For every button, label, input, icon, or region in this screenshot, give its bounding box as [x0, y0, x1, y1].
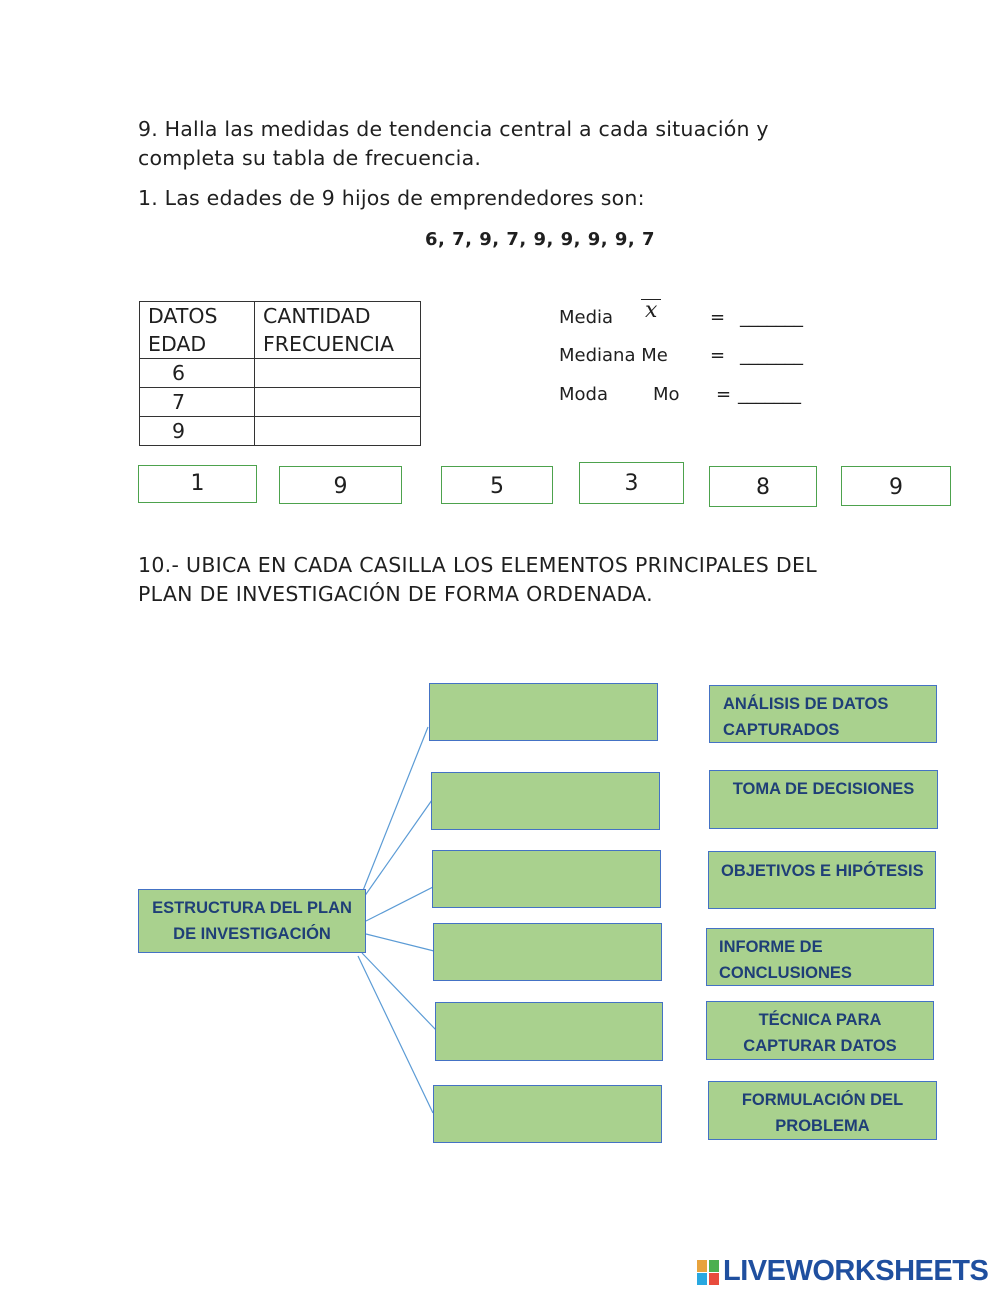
- drop-target-box[interactable]: [433, 1085, 662, 1143]
- drop-target-box[interactable]: [429, 683, 658, 741]
- moda-answer-blank[interactable]: _______: [738, 384, 801, 405]
- option-label-line: CAPTURAR DATOS: [743, 1037, 897, 1055]
- option-label: [719, 934, 933, 986]
- answer-box[interactable]: 9: [279, 466, 402, 504]
- structure-center-label: [152, 895, 352, 947]
- option-box-analisis[interactable]: [709, 685, 937, 743]
- option-label-line: PROBLEMA: [775, 1117, 870, 1135]
- option-box-toma-decisiones[interactable]: [709, 770, 938, 829]
- table-cell-edad: 6: [140, 359, 255, 388]
- connector-line: [358, 956, 433, 1113]
- table-cell-edad: 7: [140, 388, 255, 417]
- connector-line: [362, 727, 428, 893]
- question-9-subtitle: 1. Las edades de 9 hijos de emprendedores son:: [138, 186, 645, 210]
- x-bar-symbol: x: [641, 299, 661, 322]
- option-label: [723, 691, 936, 743]
- liveworksheets-logo-icon: [697, 1258, 721, 1286]
- option-label-line: INFORME DE: [719, 938, 823, 956]
- option-label-line: TÉCNICA PARA: [758, 1011, 882, 1029]
- option-box-tecnica[interactable]: [706, 1001, 934, 1060]
- media-label: Media: [559, 307, 614, 328]
- answer-box[interactable]: 9: [841, 466, 951, 506]
- drop-target-box[interactable]: [433, 923, 662, 981]
- option-box-formulacion[interactable]: [708, 1081, 937, 1140]
- answer-box[interactable]: 8: [709, 466, 817, 507]
- drop-target-box[interactable]: [432, 850, 661, 908]
- header-frecuencia: FRECUENCIA: [263, 332, 394, 356]
- option-label: [709, 1087, 936, 1139]
- option-label-line: TOMA DE DECISIONES: [732, 780, 915, 798]
- answer-box[interactable]: 1: [138, 465, 257, 503]
- option-box-informe[interactable]: [706, 928, 934, 986]
- question-10-title: 10.- UBICA EN CADA CASILLA LOS ELEMENTOS PRINCIPALES DEL PLAN DE INVESTIGACIÓN DE FORMA ORDENADA.: [138, 553, 817, 606]
- center-label-line: DE INVESTIGACIÓN: [173, 925, 331, 943]
- moda-symbol: Mo: [653, 384, 680, 405]
- drop-target-box[interactable]: [431, 772, 660, 830]
- connector-line: [366, 886, 435, 921]
- mediana-equals: =: [710, 345, 726, 366]
- connector-line: [366, 934, 434, 951]
- media-answer-blank[interactable]: _______: [740, 307, 803, 328]
- liveworksheets-logo: [697, 1255, 988, 1288]
- connector-line: [362, 953, 436, 1030]
- question-9-title: 9. Halla las medidas de tendencia central a cada situación y completa su tabla de frecuencia.: [138, 117, 769, 170]
- connector-line: [364, 800, 432, 897]
- header-cantidad: CANTIDAD: [263, 304, 371, 328]
- option-label: [710, 776, 937, 802]
- logo-text: LIVEWORKSHEETS: [723, 1255, 989, 1287]
- table-cell-edad: 9: [140, 417, 255, 446]
- center-label-line: ESTRUCTURA DEL PLAN: [152, 899, 352, 917]
- mediana-label: Mediana Me: [559, 345, 668, 366]
- answer-box[interactable]: 5: [441, 466, 553, 504]
- option-label-line: OBJETIVOS E HIPÓTESIS: [721, 862, 924, 880]
- header-edad: EDAD: [148, 332, 207, 356]
- media-equals: =: [710, 307, 726, 328]
- option-label-line: CAPTURADOS: [723, 721, 840, 739]
- moda-label: Moda: [559, 384, 608, 405]
- option-label: [707, 1007, 933, 1059]
- drop-target-box[interactable]: [435, 1002, 663, 1061]
- header-datos: DATOS: [148, 304, 218, 328]
- option-box-objetivos[interactable]: [708, 851, 936, 909]
- option-label-line: ANÁLISIS DE DATOS: [723, 695, 889, 713]
- mediana-answer-blank[interactable]: _______: [740, 345, 803, 366]
- answer-box[interactable]: 3: [579, 462, 684, 504]
- structure-center-box: [138, 889, 366, 953]
- option-label: [721, 858, 935, 884]
- option-label-line: CONCLUSIONES: [719, 964, 852, 982]
- option-label-line: FORMULACIÓN DEL: [741, 1091, 904, 1109]
- moda-equals: =: [716, 384, 732, 405]
- ages-sequence: 6, 7, 9, 7, 9, 9, 9, 9, 7: [424, 229, 656, 250]
